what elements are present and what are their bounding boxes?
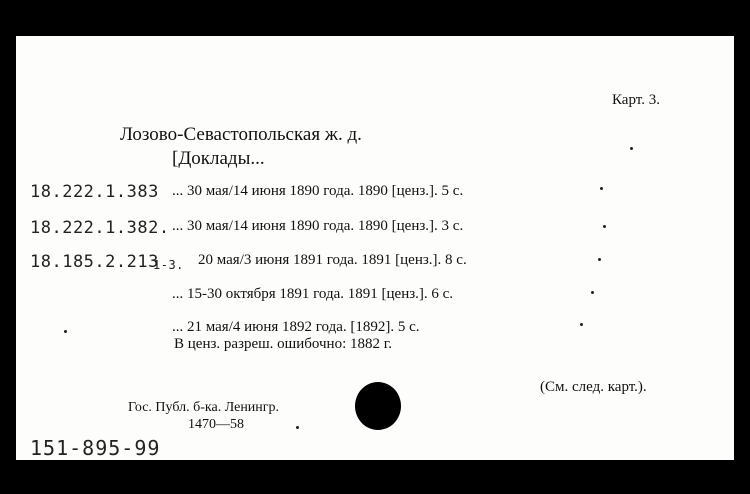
speck [580, 323, 583, 326]
inventory-number: 151-895-99 [30, 436, 161, 460]
entry-4-text: ... 15-30 октября 1891 года. 1891 [ценз.]. 6 с. [172, 286, 454, 302]
card-title: Лозово-Севастопольская ж. д. [120, 124, 362, 145]
entry-2-text: ... 30 мая/14 июня 1890 года. 1890 [ценз.]. 3 с. [172, 218, 464, 234]
speck [630, 147, 633, 150]
library-stamp-code: 1470—58 [188, 417, 244, 432]
speck [591, 291, 594, 294]
speck [600, 187, 603, 190]
continuation-note: (См. след. карт.). [540, 379, 647, 395]
censorship-note: В ценз. разреш. ошибочно: 1882 г. [174, 336, 392, 352]
shelfmark-1: 18.222.1.383 [30, 182, 159, 202]
speck [603, 225, 606, 228]
shelfmark-2: 18.222.1.382. [30, 218, 170, 238]
library-stamp-name: Гос. Публ. б-ка. Ленингр. [128, 400, 280, 415]
entry-3-text: 20 мая/3 июня 1891 года. 1891 [ценз.]. 8 с. [198, 252, 467, 268]
entry-1-text: ... 30 мая/14 июня 1890 года. 1890 [ценз.]. 5 с. [172, 183, 464, 199]
entry-5-text: ... 21 мая/4 июня 1892 года. [1892]. 5 с. [172, 319, 420, 335]
punch-hole [355, 382, 401, 430]
card-number: Карт. 3. [612, 92, 660, 108]
shelfmark-3: 18.185.2.213 [30, 252, 159, 272]
card-subtitle: [Доклады... [172, 148, 265, 169]
shelfmark-3-suffix: 1-3. [153, 258, 184, 272]
speck [296, 426, 299, 429]
speck [598, 258, 601, 261]
speck [64, 330, 67, 333]
